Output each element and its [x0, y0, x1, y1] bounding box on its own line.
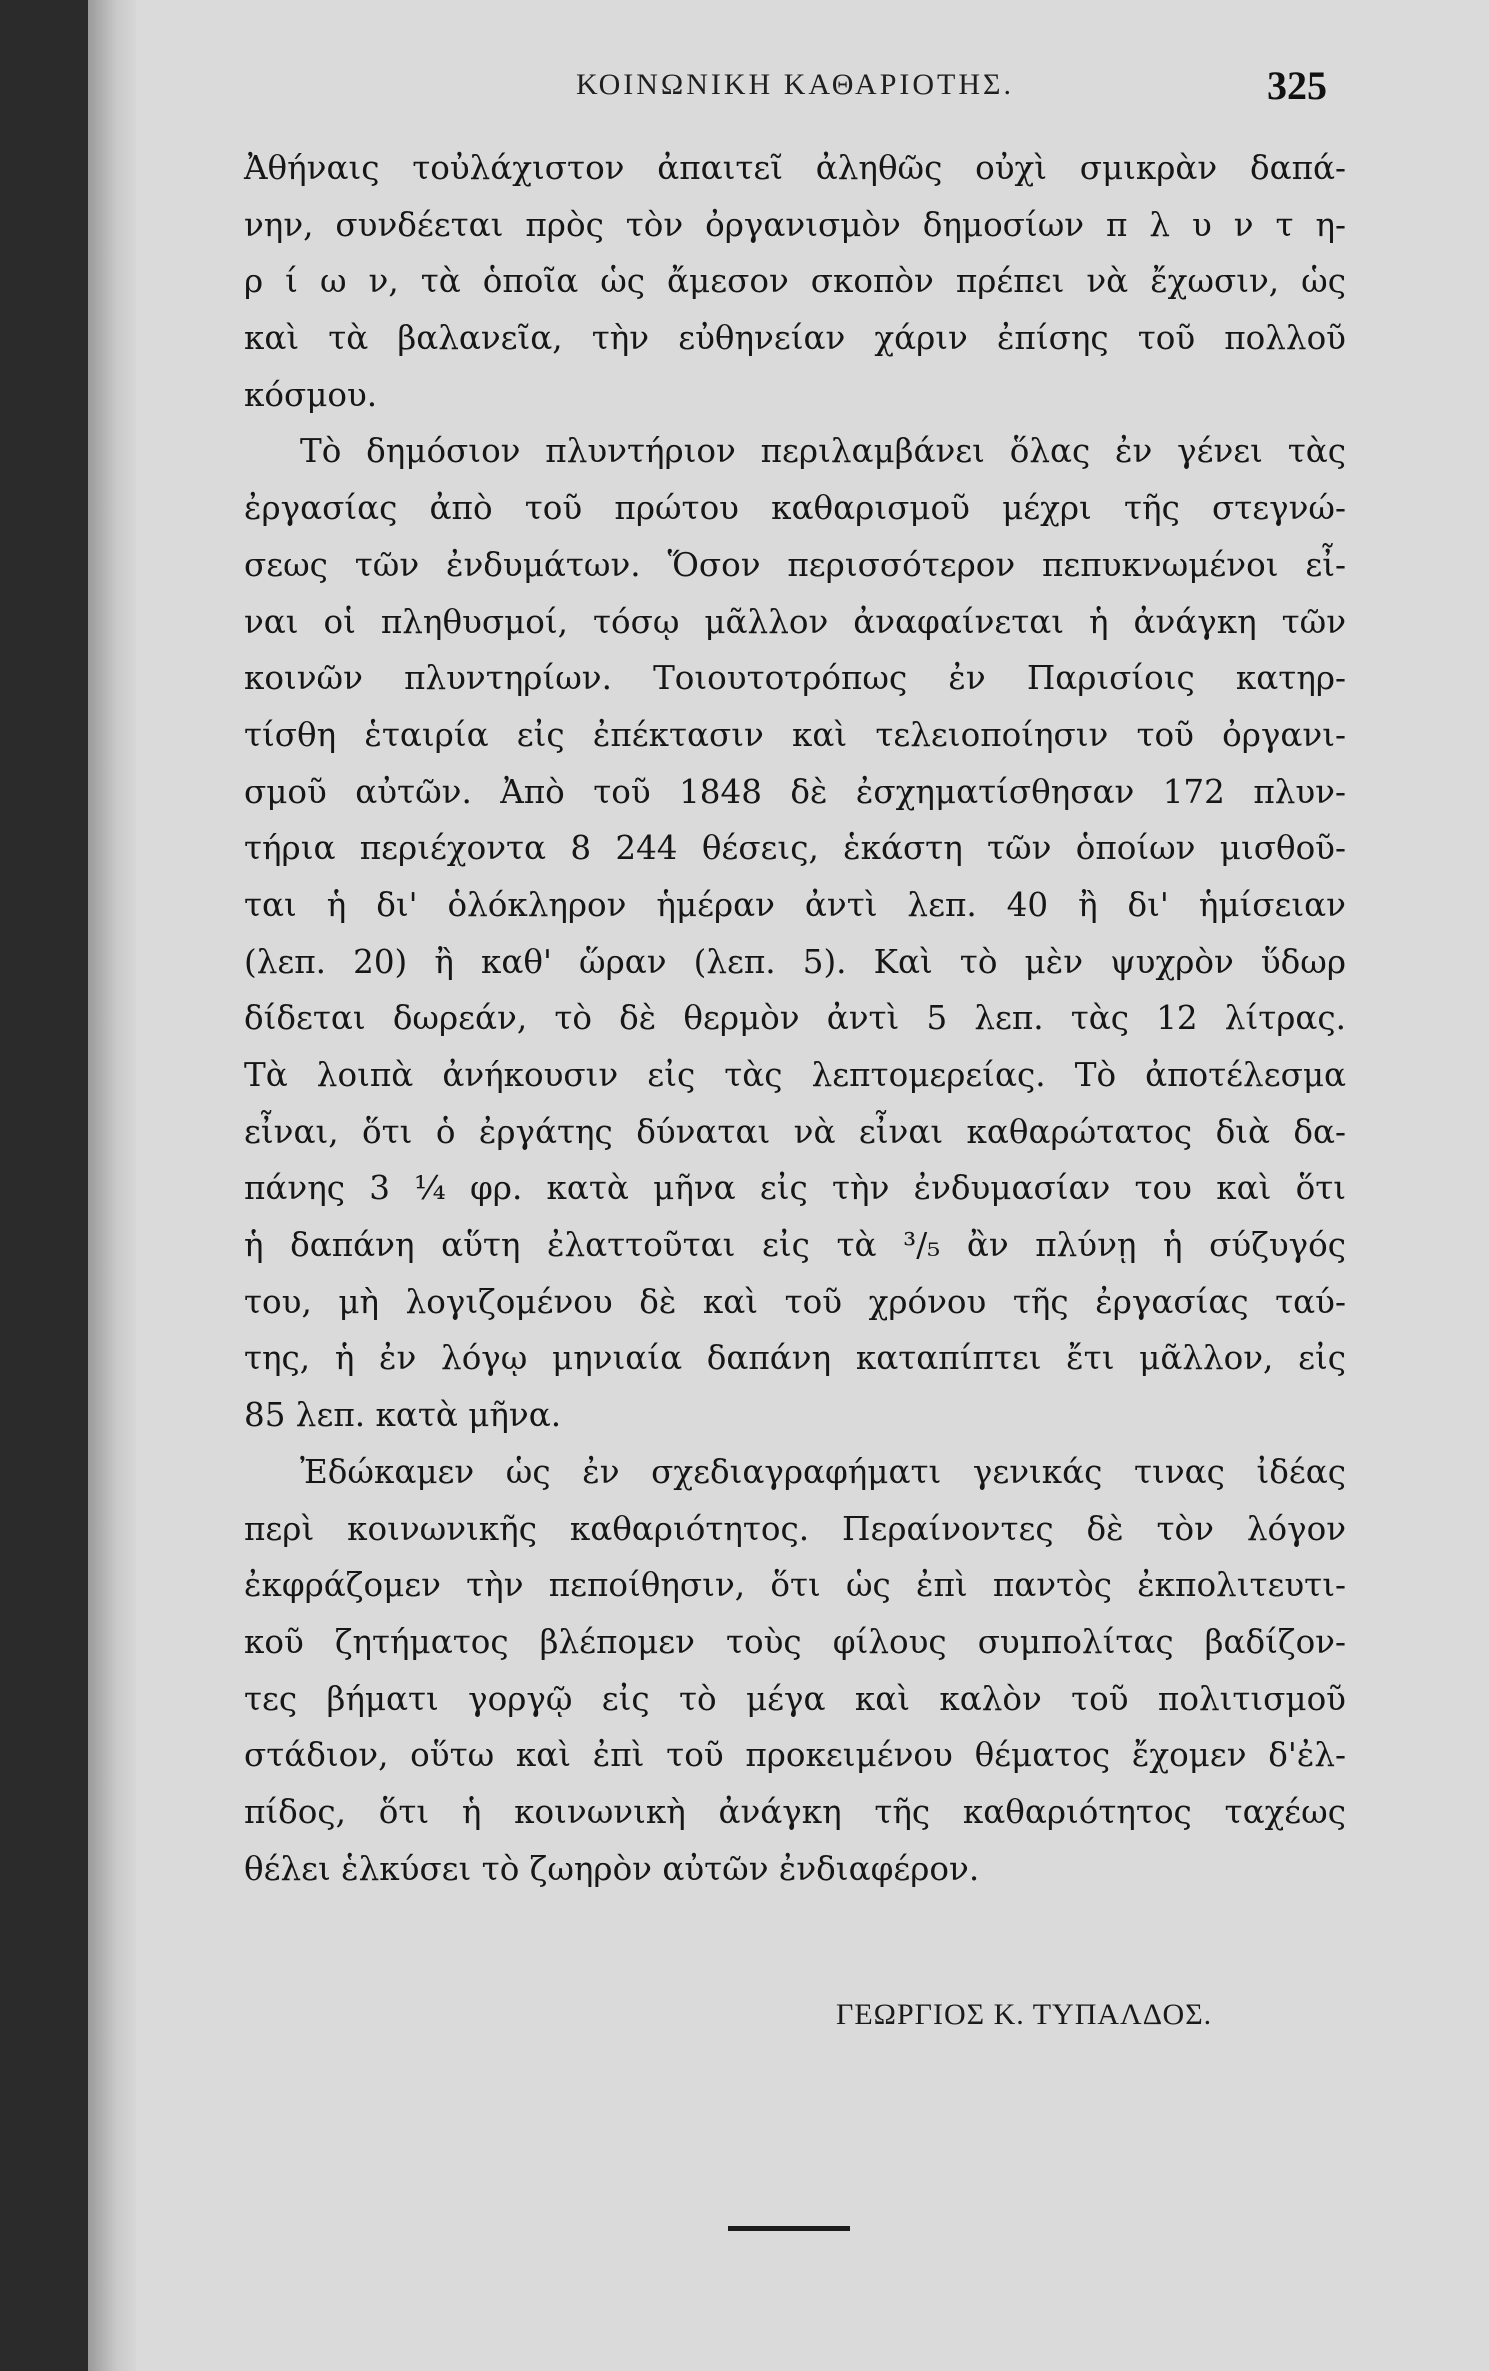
- text-line: κόσμου.: [244, 375, 378, 414]
- end-rule: [728, 2226, 850, 2231]
- body-text: [244, 140, 1346, 1897]
- text-line: περὶ κοινωνικῆς καθαριότητος. Περαίνοντες δὲ τὸν λόγον: [244, 1509, 1346, 1548]
- page-number: 325: [1267, 63, 1327, 108]
- text-line: ἡ δαπάνη αὕτη ἐλαττοῦται εἰς τὰ ³/₅ ἂν πλύνῃ ἡ σύζυγός: [244, 1226, 1346, 1265]
- text-line: σμοῦ αὐτῶν. Ἀπὸ τοῦ 1848 δὲ ἐσχηματίσθησαν 172 πλυν-: [244, 772, 1346, 811]
- text-line: Ἐδώκαμεν ὡς ἐν σχεδιαγραφήματι γενικάς τινας ἰδέας: [300, 1452, 1346, 1491]
- running-title: ΚΟΙΝΩΝΙΚΗ ΚΑΘΑΡΙΟΤΗΣ.: [576, 68, 1014, 101]
- text-line: καὶ τὰ βαλανεῖα, τὴν εὐθηνείαν χάριν ἐπίσης τοῦ πολλοῦ: [244, 319, 1346, 358]
- book-page: [136, 0, 1489, 2371]
- text-line: ἐκφράζομεν τὴν πεποίθησιν, ὅτι ὡς ἐπὶ παντὸς ἐκπολιτευτι-: [244, 1566, 1346, 1605]
- text-line: ναι οἱ πληθυσμοί, τόσῳ μᾶλλον ἀναφαίνεται ἡ ἀνάγκη τῶν: [244, 602, 1346, 641]
- text-line: της, ἡ ἐν λόγῳ μηνιαία δαπάνη καταπίπτει ἔτι μᾶλλον, εἰς: [244, 1339, 1346, 1378]
- text-line: Ἀθήναις τοὐλάχιστον ἀπαιτεῖ ἀληθῶς οὐχὶ σμικρὰν δαπά-: [244, 149, 1346, 187]
- text-line: (λεπ. 20) ἢ καθ' ὥραν (λεπ. 5). Καὶ τὸ μὲν ψυχρὸν ὕδωρ: [244, 942, 1346, 981]
- text-line: ἐργασίας ἀπὸ τοῦ πρώτου καθαρισμοῦ μέχρι τῆς στεγνώ-: [244, 489, 1346, 528]
- text-line: τες βήματι γοργῷ εἰς τὸ μέγα καὶ καλὸν τοῦ πολιτισμοῦ: [244, 1679, 1346, 1718]
- book-binding-shadow: [0, 0, 88, 2371]
- text-line: τήρια περιέχοντα 8 244 θέσεις, ἑκάστη τῶν ὁποίων μισθοῦ-: [244, 829, 1346, 868]
- page-header: [136, 62, 1489, 112]
- text-line: σεως τῶν ἐνδυμάτων. Ὅσον περισσότερον πεπυκνωμένοι εἶ-: [244, 545, 1346, 584]
- text-line: θέλει ἑλκύσει τὸ ζωηρὸν αὐτῶν ἐνδιαφέρον.: [244, 1849, 980, 1888]
- text-line: πίδος, ὅτι ἡ κοινωνικὴ ἀνάγκη τῆς καθαριότητος ταχέως: [244, 1792, 1346, 1831]
- text-line: Τὸ δημόσιον πλυντήριον περιλαμβάνει ὅλας ἐν γένει τὰς: [300, 432, 1346, 471]
- text-line: πάνης 3 ¼ φρ. κατὰ μῆνα εἰς τὴν ἐνδυμασίαν του καὶ ὅτι: [244, 1169, 1346, 1208]
- text-line: κοινῶν πλυντηρίων. Τοιουτοτρόπως ἐν Παρισίοις κατηρ-: [244, 659, 1346, 698]
- text-line: του, μὴ λογιζομένου δὲ καὶ τοῦ χρόνου τῆς ἐργασίας ταύ-: [244, 1282, 1346, 1321]
- text-line: ται ἡ δι' ὁλόκληρον ἡμέραν ἀντὶ λεπ. 40 ἢ δι' ἡμίσειαν: [244, 885, 1346, 924]
- text-line: κοῦ ζητήματος βλέπομεν τοὺς φίλους συμπολίτας βαδίζον-: [244, 1622, 1346, 1661]
- page-gutter: [88, 0, 136, 2371]
- text-line: νην, συνδέεται πρὸς τὸν ὀργανισμὸν δημοσίων π λ υ ν τ η-: [244, 205, 1346, 244]
- text-line: 85 λεπ. κατὰ μῆνα.: [244, 1396, 562, 1435]
- text-line: ρ ί ω ν, τὰ ὁποῖα ὡς ἄμεσον σκοπὸν πρέπει νὰ ἔχωσιν, ὡς: [244, 262, 1346, 301]
- text-line: δίδεται δωρεάν, τὸ δὲ θερμὸν ἀντὶ 5 λεπ. τὰς 12 λίτρας.: [244, 999, 1346, 1038]
- text-line: Τὰ λοιπὰ ἀνήκουσιν εἰς τὰς λεπτομερείας. Τὸ ἀποτέλεσμα: [244, 1056, 1346, 1094]
- author-signature: ΓΕΩΡΓΙΟΣ Κ. ΤΥΠΑΛΔΟΣ.: [836, 1998, 1213, 2031]
- text-line: τίσθη ἑταιρία εἰς ἐπέκτασιν καὶ τελειοποίησιν τοῦ ὀργανι-: [244, 715, 1346, 754]
- text-line: στάδιον, οὕτω καὶ ἐπὶ τοῦ προκειμένου θέματος ἔχομεν δ'ἐλ-: [244, 1736, 1346, 1775]
- text-line: εἶναι, ὅτι ὁ ἐργάτης δύναται νὰ εἶναι καθαρώτατος διὰ δα-: [244, 1112, 1346, 1151]
